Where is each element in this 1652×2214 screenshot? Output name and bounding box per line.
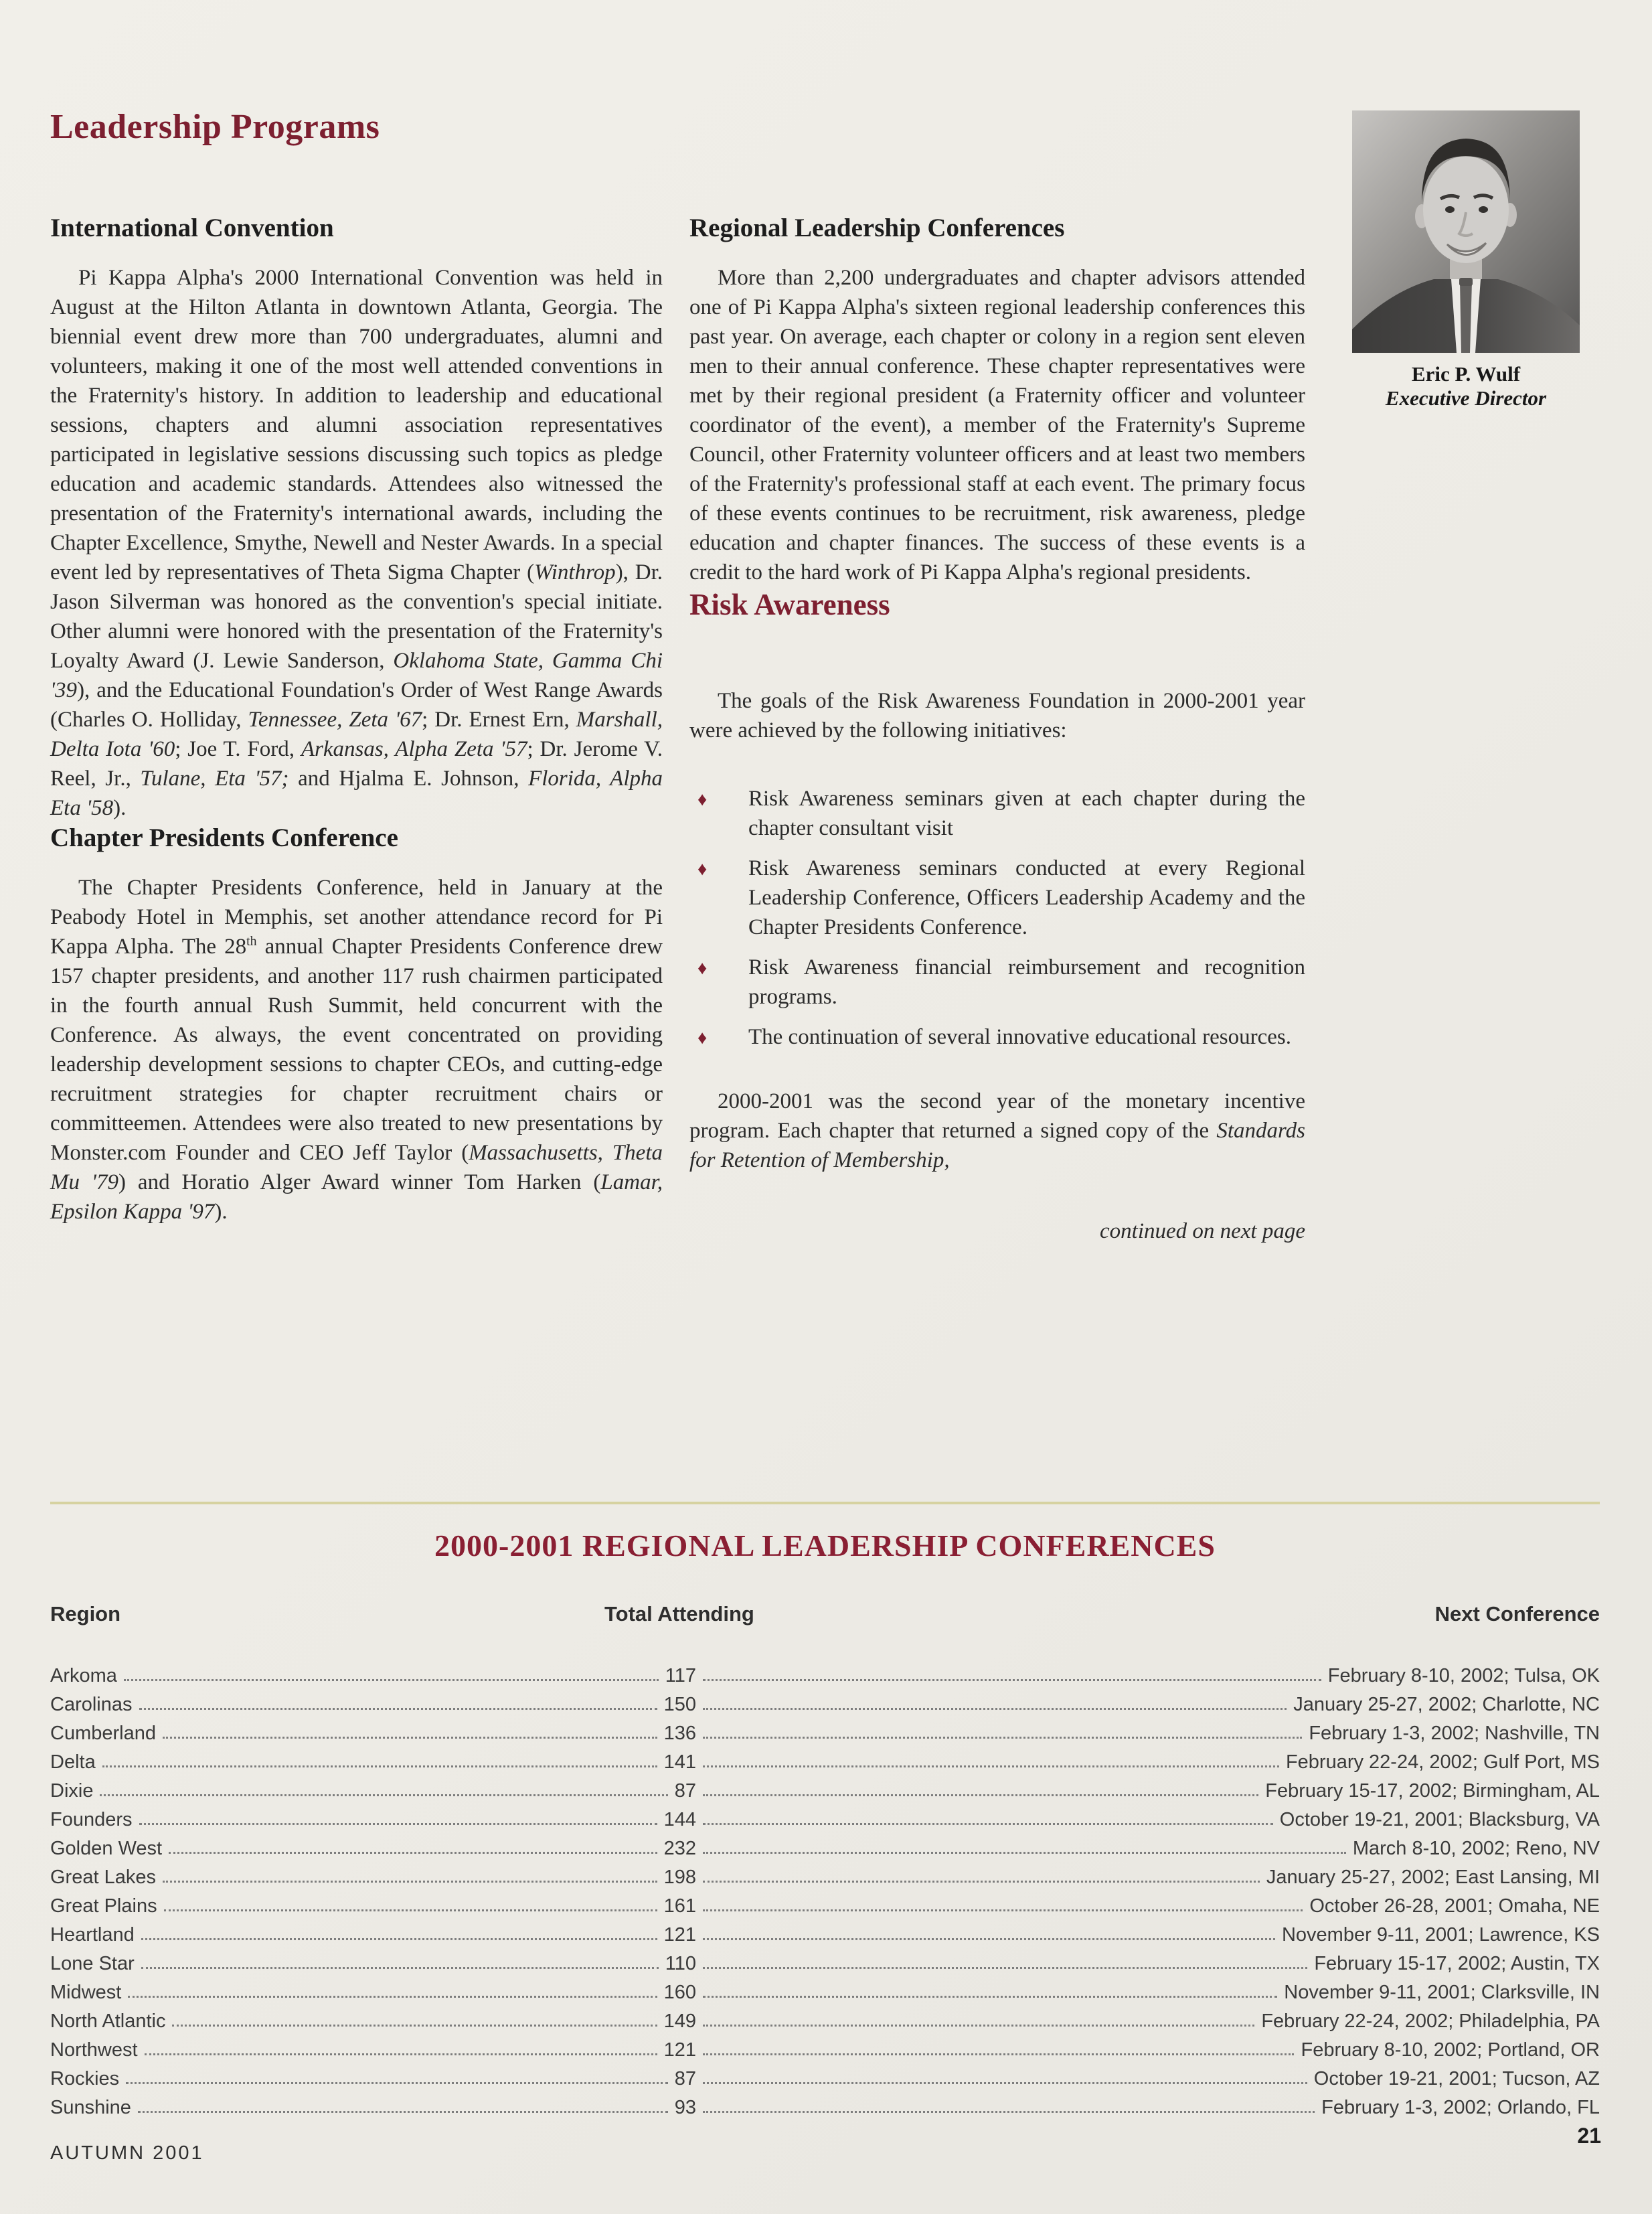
- bullet-text: Risk Awareness seminars conducted at every Regional Leadership Conference, Officers Leadership Academy and the Chapter Presidents Conference.: [748, 856, 1305, 939]
- table-row-left: [50, 1780, 696, 1802]
- dotted-leader: [169, 1851, 657, 1854]
- attending-count: 93: [674, 2097, 696, 2118]
- dotted-leader: [703, 2081, 1307, 2084]
- table-row: [50, 2033, 1600, 2061]
- table-row: [50, 1917, 1600, 1946]
- region-name: Carolinas: [50, 1694, 133, 1715]
- attending-count: 144: [663, 1809, 696, 1830]
- table-row-left: [50, 1809, 696, 1831]
- table-row-left: [50, 2068, 696, 2090]
- table-header-region: Region: [50, 1602, 121, 1626]
- next-conference: January 25-27, 2002; East Lansing, MI: [1266, 1867, 1600, 1888]
- dotted-leader: [145, 2053, 657, 2055]
- footer-issue-label: AUTUMN 2001: [50, 2142, 204, 2164]
- attending-count: 87: [674, 2068, 696, 2089]
- dotted-leader: [703, 2024, 1254, 2027]
- dotted-leader: [163, 1736, 657, 1739]
- section-heading-chapter-presidents-conference: Chapter Presidents Conference: [50, 823, 398, 852]
- paragraph-chapter-presidents-conference: The Chapter Presidents Conference, held in January at the Peabody Hotel in Memphis, set another attendance record for Pi Kappa Alpha. The 28th annual Chapter Presidents Conference drew 157 chapter presidents, and another 117 rush chairmen participated in the fourth annual Rush Summit, held concurrent with the Conference. As always, the event concentrated on providing leadership development sessions to chapter CEOs, and cutting-edge recruitment strategies for chapter recruitment chairs or committeemen. Attendees were also treated to new presentations by Monster.com Founder and CEO Jeff Taylor (Massachusetts, Theta Mu '79) and Horatio Alger Award winner Tom Harken (Lamar, Epsilon Kappa '97).: [50, 876, 663, 1224]
- table-row-left: [50, 2039, 696, 2061]
- bullet-list-item: [689, 784, 1305, 843]
- region-name: Dixie: [50, 1780, 94, 1802]
- next-conference: February 1-3, 2002; Nashville, TN: [1309, 1723, 1600, 1744]
- diamond-bullet-icon: ♦: [697, 859, 708, 880]
- paragraph-international-convention: Pi Kappa Alpha's 2000 International Convention was held in August at the Hilton Atlanta in downtown Atlanta, Georgia. The biennial event drew more than 700 undergraduates, alumni and volunteers, making it one of the most well attended conventions in the Fraternity's history. In addition to leadership and educational sessions, chapters and alumni association representatives participated in legislative sessions discussing such topics as pledge education and academic standards. Attendees also witnessed the presentation of the Fraternity's international awards, including the Chapter Excellence, Smythe, Newell and Nester Awards. In a special event led by representatives of Theta Sigma Chapter (Winthrop), Dr. Jason Silverman was honored as the convention's special initiate. Other alumni were honored with the presentation of the Fraternity's Loyalty Award (J. Lewie Sanderson, Oklahoma State, Gamma Chi '39), and the Educational Foundation's Order of West Range Awards (Charles O. Holliday, Tennessee, Zeta '67; Dr. Ernest Ern, Marshall, Delta Iota '60; Joe T. Ford, Arkansas, Alpha Zeta '57; Dr. Jerome V. Reel, Jr., Tulane, Eta '57; and Hjalma E. Johnson, Florida, Alpha Eta '58).: [50, 266, 663, 820]
- dotted-leader: [172, 2024, 657, 2027]
- dotted-leader: [126, 2081, 668, 2084]
- portrait-caption-title: Executive Director: [1385, 386, 1547, 410]
- attending-count: 121: [663, 2039, 696, 2061]
- next-conference: February 8-10, 2002; Tulsa, OK: [1327, 1665, 1600, 1686]
- dotted-leader: [128, 1995, 657, 1998]
- page-title: Leadership Programs: [50, 108, 380, 146]
- table-body: [50, 1658, 1600, 2119]
- right-column: [689, 213, 1305, 1244]
- next-conference: February 15-17, 2002; Austin, TX: [1314, 1953, 1600, 1974]
- dotted-leader: [100, 1794, 667, 1796]
- table-row-left: [50, 1867, 696, 1889]
- next-conference: March 8-10, 2002; Reno, NV: [1352, 1838, 1600, 1859]
- region-name: Heartland: [50, 1924, 135, 1946]
- next-conference: February 8-10, 2002; Portland, OR: [1301, 2039, 1600, 2061]
- attending-count: 150: [663, 1694, 696, 1715]
- table-row-left: [50, 1953, 696, 1975]
- region-name: Great Lakes: [50, 1867, 156, 1888]
- table-row-left: [50, 1723, 696, 1745]
- table-row: [50, 1658, 1600, 1687]
- table-title: 2000-2001 REGIONAL LEADERSHIP CONFERENCES: [434, 1528, 1216, 1563]
- attending-count: 161: [663, 1895, 696, 1917]
- sidebar: [1352, 110, 1580, 410]
- attending-count: 87: [674, 1780, 696, 1802]
- region-name: Rockies: [50, 2068, 120, 2089]
- table-row: [50, 1975, 1600, 2004]
- region-name: Sunshine: [50, 2097, 131, 2118]
- table-row-left: [50, 1982, 696, 2004]
- bullet-text: The continuation of several innovative educational resources.: [748, 1025, 1291, 1049]
- portrait-photo: [1352, 110, 1580, 353]
- table-row-left: [50, 1838, 696, 1860]
- region-name: Northwest: [50, 2039, 138, 2061]
- paragraph-risk-awareness-closing: 2000-2001 was the second year of the monetary incentive program. Each chapter that returned a signed copy of the Standards for Retention of Membership,: [689, 1089, 1305, 1172]
- region-name: Great Plains: [50, 1895, 157, 1917]
- dotted-leader: [703, 1678, 1321, 1681]
- dotted-leader: [703, 1736, 1302, 1739]
- dotted-leader: [703, 1880, 1260, 1883]
- table-row-left: [50, 2097, 696, 2119]
- bullet-text: Risk Awareness financial reimbursement and recognition programs.: [748, 955, 1305, 1009]
- dotted-leader: [703, 1822, 1273, 1825]
- table-row-left: [50, 1665, 696, 1687]
- table-header-next-conference: Next Conference: [1434, 1602, 1600, 1626]
- next-conference: October 19-21, 2001; Tucson, AZ: [1313, 2068, 1600, 2089]
- next-conference: February 22-24, 2002; Philadelphia, PA: [1261, 2010, 1600, 2032]
- diamond-bullet-icon: ♦: [697, 1028, 708, 1048]
- next-conference: February 1-3, 2002; Orlando, FL: [1321, 2097, 1600, 2118]
- dotted-leader: [164, 1909, 657, 1911]
- dotted-leader: [163, 1880, 657, 1883]
- dotted-leader: [141, 1938, 657, 1940]
- attending-count: 136: [663, 1723, 696, 1744]
- dotted-leader: [703, 1909, 1303, 1911]
- attending-count: 141: [663, 1751, 696, 1773]
- table-row-left: [50, 1751, 696, 1773]
- attending-count: 232: [663, 1838, 696, 1859]
- table-row: [50, 1802, 1600, 1831]
- dotted-leader: [139, 1707, 657, 1710]
- section-heading-risk-awareness: Risk Awareness: [689, 588, 890, 621]
- dotted-leader: [703, 1995, 1277, 1998]
- table-row-left: [50, 2010, 696, 2033]
- table-row-left: [50, 1694, 696, 1716]
- attending-count: 121: [663, 1924, 696, 1946]
- bullet-list-item: [689, 953, 1305, 1012]
- table-row: [50, 1687, 1600, 1716]
- table-row-left: [50, 1924, 696, 1946]
- attending-count: 149: [663, 2010, 696, 2032]
- table-row: [50, 1946, 1600, 1975]
- section-heading-international-convention: International Convention: [50, 214, 334, 242]
- table-row: [50, 1889, 1600, 1917]
- region-name: Golden West: [50, 1838, 163, 1859]
- left-column: [50, 213, 663, 1227]
- table-row: [50, 1745, 1600, 1773]
- continued-on-next-page-note: continued on next page: [1100, 1219, 1305, 1243]
- dotted-leader: [138, 2110, 668, 2113]
- diamond-bullet-icon: ♦: [697, 958, 708, 979]
- dotted-leader: [703, 1851, 1346, 1854]
- table-header-total-attending: Total Attending: [604, 1602, 754, 1626]
- risk-awareness-bullet-list: [689, 784, 1305, 1052]
- next-conference: January 25-27, 2002; Charlotte, NC: [1293, 1694, 1600, 1715]
- paragraph-regional-leadership-conferences: More than 2,200 undergraduates and chapter advisors attended one of Pi Kappa Alpha's sixteen regional leadership conferences this past year. On average, each chapter or colony in a region sent eleven men to their annual conference. These chapter representatives were met by their regional president (a Fraternity officer and volunteer coordinator of the event), a member of the Fraternity's Supreme Council, other Fraternity volunteer officers and at least two members of the Fraternity's professional staff at each event. The primary focus of these events continues to be recruitment, risk awareness, pledge education and chapter finances. The success of these events is a credit to the hard work of Pi Kappa Alpha's regional presidents.: [689, 266, 1305, 584]
- region-name: North Atlantic: [50, 2010, 166, 2032]
- table-row-left: [50, 1895, 696, 1917]
- table-row: [50, 1716, 1600, 1745]
- table-row: [50, 2061, 1600, 2090]
- table-row: [50, 1831, 1600, 1860]
- page-number: 21: [1577, 2124, 1601, 2148]
- bullet-list-item: [689, 854, 1305, 942]
- region-name: Lone Star: [50, 1953, 135, 1974]
- table-row: [50, 1773, 1600, 1802]
- table-row: [50, 2090, 1600, 2119]
- next-conference: November 9-11, 2001; Lawrence, KS: [1281, 1924, 1600, 1946]
- bullet-list-item: [689, 1022, 1305, 1052]
- table-header-row: [50, 1602, 1600, 1633]
- region-name: Midwest: [50, 1982, 122, 2003]
- regional-conferences-table: [50, 1528, 1600, 2119]
- dotted-leader: [139, 1822, 657, 1825]
- attending-count: 110: [665, 1953, 696, 1974]
- region-name: Delta: [50, 1751, 96, 1773]
- dotted-leader: [124, 1678, 659, 1681]
- dotted-leader: [141, 1966, 659, 1969]
- next-conference: February 15-17, 2002; Birmingham, AL: [1265, 1780, 1600, 1802]
- next-conference: February 22-24, 2002; Gulf Port, MS: [1285, 1751, 1600, 1773]
- section-heading-regional-leadership-conferences: Regional Leadership Conferences: [689, 214, 1065, 242]
- attending-count: 160: [663, 1982, 696, 2003]
- region-name: Cumberland: [50, 1723, 156, 1744]
- dotted-leader: [703, 1794, 1258, 1796]
- table-row: [50, 2004, 1600, 2033]
- next-conference: November 9-11, 2001; Clarksville, IN: [1284, 1982, 1600, 2003]
- diamond-bullet-icon: ♦: [697, 789, 708, 810]
- next-conference: October 26-28, 2001; Omaha, NE: [1309, 1895, 1600, 1917]
- dotted-leader: [703, 1765, 1279, 1767]
- attending-count: 198: [663, 1867, 696, 1888]
- region-name: Arkoma: [50, 1665, 117, 1686]
- dotted-leader: [703, 1938, 1275, 1940]
- separator-rule: [50, 1502, 1600, 1504]
- next-conference: October 19-21, 2001; Blacksburg, VA: [1279, 1809, 1600, 1830]
- attending-count: 117: [665, 1665, 696, 1686]
- table-row: [50, 1860, 1600, 1889]
- portrait-caption-name: Eric P. Wulf: [1411, 362, 1521, 386]
- region-name: Founders: [50, 1809, 133, 1830]
- bullet-text: Risk Awareness seminars given at each chapter during the chapter consultant visit: [748, 787, 1305, 840]
- dotted-leader: [703, 1707, 1287, 1710]
- dotted-leader: [102, 1765, 657, 1767]
- dotted-leader: [703, 2110, 1315, 2113]
- paragraph-risk-awareness-intro: The goals of the Risk Awareness Foundation in 2000-2001 year were achieved by the following initiatives:: [689, 689, 1305, 742]
- dotted-leader: [703, 1966, 1307, 1969]
- dotted-leader: [703, 2053, 1294, 2055]
